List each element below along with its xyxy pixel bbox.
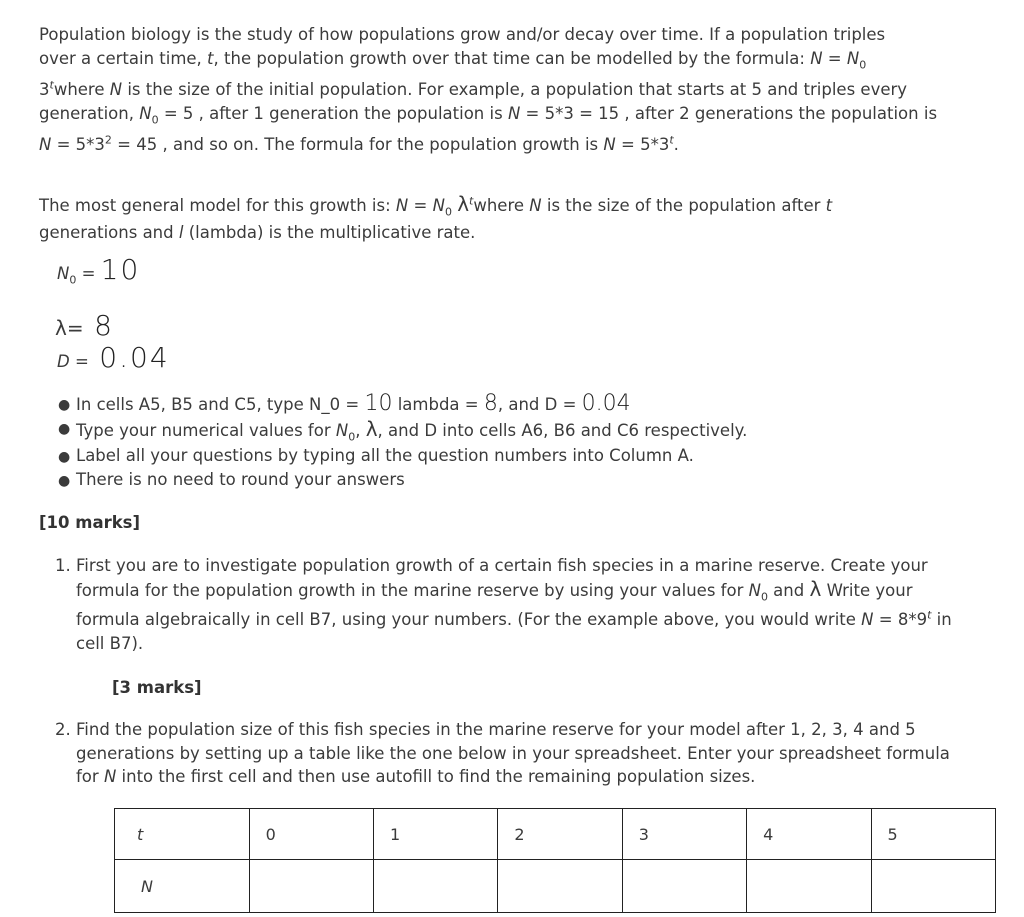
text: The most general model for this growth is: (39, 196, 396, 215)
bullet-item-4 (76, 468, 405, 492)
bullet-icon: ● (58, 449, 71, 465)
superscript: t (49, 78, 54, 92)
superscript: 2 (104, 133, 112, 147)
text: Write your (821, 581, 913, 600)
handwritten-d: 0.04 (99, 341, 170, 374)
table-cell (622, 860, 746, 913)
table-cell: 2 (498, 809, 622, 860)
general-line-2 (39, 221, 475, 245)
q1-line-2 (76, 577, 912, 603)
superscript: t (669, 133, 674, 147)
var-N0: N (335, 421, 349, 440)
text: , and D = (497, 395, 582, 414)
table-cell (249, 860, 373, 913)
text: into the first cell and then use autofill to find the remaining population sizes. (116, 767, 756, 786)
handwritten-value: 8 (483, 391, 498, 416)
var-t: t (137, 824, 144, 844)
q1-number: 1. (55, 556, 71, 575)
q1-line-1 (76, 554, 928, 578)
text: = (76, 264, 101, 283)
text: (lambda) is the multiplicative rate. (183, 223, 476, 242)
text: generations by setting up a table like the one below in your spreadsheet. Enter your spreadsheet formula (76, 744, 950, 763)
text: There is no need to round your answers (76, 470, 405, 489)
intro-line-2 (39, 47, 866, 71)
var-N0: N (139, 104, 152, 123)
var-N: N (810, 49, 823, 68)
table-cell: 5 (871, 809, 995, 860)
q2-line-3 (76, 765, 755, 789)
text: where (53, 80, 110, 99)
text: = 5*3 (615, 135, 670, 154)
subscript: 0 (151, 113, 159, 127)
intro-line-5 (39, 133, 679, 157)
var-N0: N (846, 49, 860, 68)
subscript: 0 (760, 590, 768, 604)
var-N0: N (748, 581, 761, 600)
table-row (115, 860, 996, 913)
text: Find the population size of this fish species in the marine reserve for your model after 1, 2, 3, 4 and 5 (76, 720, 916, 739)
text: lambda = (392, 395, 484, 414)
row-label-t (115, 809, 250, 860)
table-cell (374, 860, 498, 913)
text: is the size of the initial population. For example, a population that starts at 5 and triples every (122, 80, 908, 99)
bullet-item-2 (76, 417, 747, 443)
var-N0: N (57, 264, 70, 283)
bullet-icon: ● (58, 421, 71, 437)
var-N: N (109, 80, 123, 99)
text: over a certain time, (39, 49, 208, 68)
text: , (355, 421, 366, 440)
var-N: N (861, 610, 874, 629)
text: = (69, 352, 95, 371)
var-l: l (178, 223, 184, 242)
intro-text: Population biology is the study of how populations grow and/or decay over time. If a population triples (39, 25, 886, 44)
text: = 45 , and so on. The formula for the population growth is (111, 135, 604, 154)
lambda-label: λ= (55, 316, 84, 340)
var-N: N (529, 196, 542, 215)
text: = 5 , after 1 generation the population is (158, 104, 508, 123)
marks-total: [10 marks] (39, 513, 141, 532)
handwritten-lambda: 8 (94, 309, 114, 342)
text: = 5*3 = 15 , after 2 generations the population is (520, 104, 938, 123)
d-value-row (57, 341, 170, 376)
text: and (767, 581, 810, 600)
subscript: 0 (348, 430, 356, 444)
var-N: N (39, 135, 52, 154)
row-label-n (115, 860, 250, 913)
q1-line-4 (76, 632, 143, 656)
subscript: 0 (444, 205, 452, 219)
var-t: t (825, 196, 833, 215)
q2-number: 2. (55, 720, 71, 739)
lambda-symbol: λ (365, 417, 378, 441)
n0-value-row (57, 253, 141, 288)
text: cell B7). (76, 634, 144, 653)
var-N: N (507, 104, 521, 123)
text: formula algebraically in cell B7, using your numbers. (For the example above, you would write (76, 610, 862, 629)
lambda-value-row (55, 309, 114, 344)
text: generations and (39, 223, 179, 242)
q1-marks: [3 marks] (112, 678, 202, 697)
table-cell (747, 860, 871, 913)
subscript: 0 (859, 58, 867, 72)
handwritten-value: 0.04 (581, 391, 631, 416)
text: = 5*3 (51, 135, 105, 154)
text: for (76, 767, 104, 786)
bullet-item-1 (76, 392, 631, 417)
general-line-1 (39, 192, 832, 218)
text: generation, (39, 104, 140, 123)
table-cell: 3 (622, 809, 746, 860)
handwritten-n0: 10 (100, 253, 141, 286)
var-D: D (57, 352, 70, 371)
text: First you are to investigate population growth of a certain fish species in a marine reserve. Create your (76, 556, 928, 575)
var-N0: N (432, 196, 445, 215)
text: , the population growth over that time can be modelled by the formula: (213, 49, 811, 68)
text: . (673, 135, 679, 154)
q2-line-1 (76, 718, 916, 742)
text: is the size of the population after (541, 196, 826, 215)
table-cell (871, 860, 995, 913)
text: = (822, 49, 847, 68)
population-table (114, 808, 996, 913)
text: in (931, 610, 952, 629)
text: where (473, 196, 530, 215)
table-cell: 4 (747, 809, 871, 860)
table-cell: 0 (249, 809, 373, 860)
intro-line-1 (39, 23, 885, 47)
var-N: N (603, 135, 616, 154)
table-row (115, 809, 996, 860)
lambda-symbol: λ (809, 577, 822, 601)
bullet-icon: ● (58, 473, 71, 489)
table-cell: 1 (374, 809, 498, 860)
text: In cells A5, B5 and C5, type N_0 = (76, 395, 365, 414)
text: = 8*9 (873, 610, 928, 629)
lambda-symbol: λ (457, 192, 470, 216)
q1-line-3 (76, 608, 952, 632)
text: 3 (39, 80, 50, 99)
superscript: t (927, 608, 932, 622)
var-N: N (103, 767, 117, 786)
text: Type your numerical values for (76, 421, 336, 440)
intro-line-3 (39, 78, 907, 102)
superscript: t (469, 194, 474, 208)
subscript: 0 (69, 273, 77, 287)
var-t: t (207, 49, 214, 68)
text: Label all your questions by typing all the question numbers into Column A. (76, 446, 694, 465)
var-N: N (141, 876, 153, 896)
var-N: N (395, 196, 409, 215)
q2-line-2 (76, 742, 950, 766)
text: formula for the population growth in the marine reserve by using your values for (76, 581, 749, 600)
text: = (408, 196, 433, 215)
bullet-icon: ● (58, 397, 71, 413)
table-cell (498, 860, 622, 913)
text: , and D into cells A6, B6 and C6 respectively. (377, 421, 748, 440)
bullet-item-3 (76, 444, 694, 468)
handwritten-value: 10 (364, 391, 393, 416)
intro-line-4 (39, 102, 937, 126)
